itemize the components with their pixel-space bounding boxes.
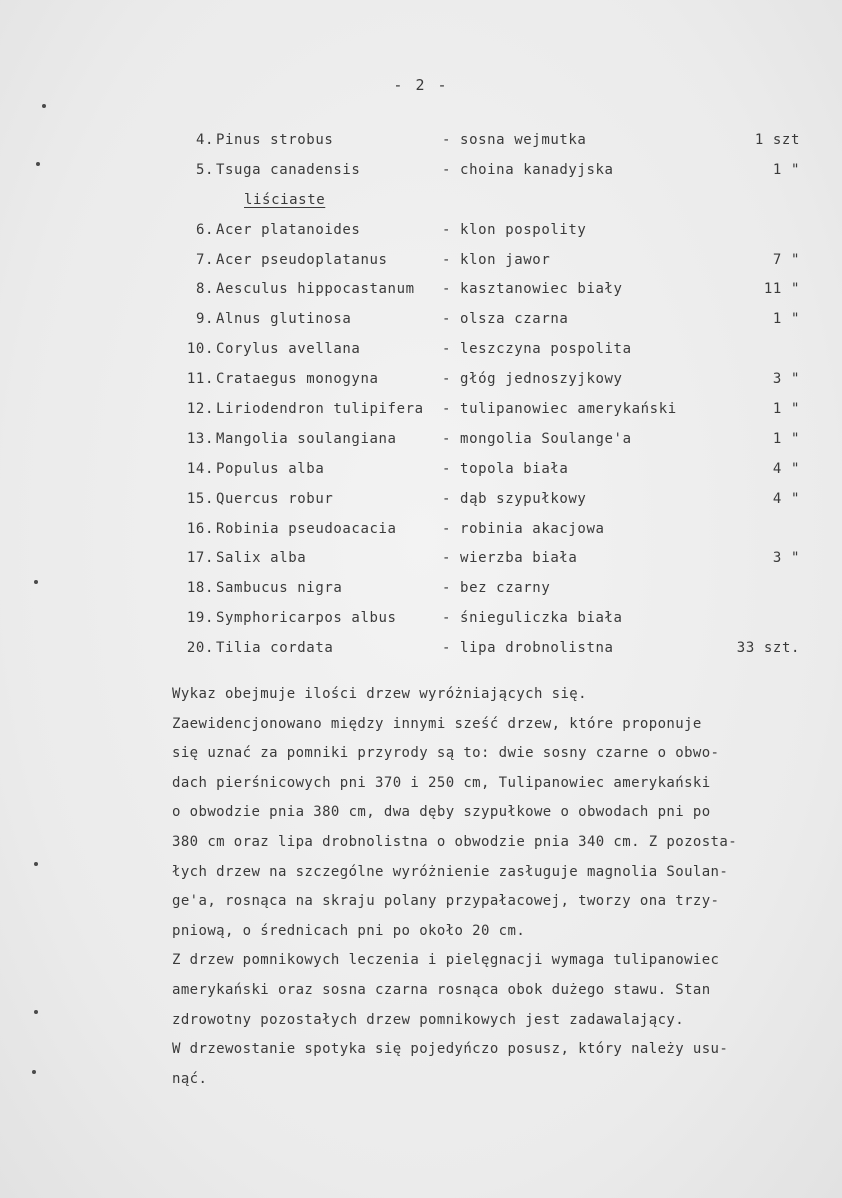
latin-name: 18. Sambucus nigra [170,578,342,598]
paragraph-line: amerykański oraz sosna czarna rosnąca obok dużego stawu. Stan [172,981,711,998]
latin-name: 16. Robinia pseudoacacia [170,519,397,539]
latin-name: 14. Populus alba [170,459,324,479]
quantity: 1 " [772,161,800,178]
latin-name: 9. Alnus glutinosa [170,309,351,329]
list-item [0,309,842,339]
list-item [0,250,842,280]
item-number: 17. [186,550,214,567]
latin-name: 20. Tilia cordata [170,638,333,658]
latin-name: 12. Liriodendron tulipifera [170,399,424,419]
list-item [0,339,842,369]
latin-name: 19. Symphoricarpos albus [170,608,397,628]
paragraph-line: pniową, o średnicach pni po około 20 cm. [172,922,526,939]
paragraph-line: zdrowotny pozostałych drzew pomnikowych jest zadawalający. [172,1011,685,1028]
item-number: 11. [186,371,214,388]
quantity: 4 " [772,460,800,477]
margin-mark [42,104,46,108]
polish-name: - lipa drobnolistna [442,640,614,657]
polish-name: - kasztanowiec biały [442,281,623,298]
latin-name: 17. Salix alba [170,548,306,568]
polish-name: - tulipanowiec amerykański [442,401,677,418]
polish-name: - mongolia Soulange'a [442,430,632,447]
latin-name: 4. Pinus strobus [170,130,333,150]
list-item [0,459,842,489]
polish-name: - sosna wejmutka [442,132,587,148]
latin-name: 6. Acer platanoides [170,220,360,240]
list-item [0,548,842,578]
polish-name: - śnieguliczka biała [442,610,623,627]
paragraph-line: W drzewostanie spotyka się pojedyńczo posusz, który należy usu- [172,1041,729,1058]
paragraph-line: o obwodzie pnia 380 cm, dwa dęby szypułkowe o obwodach pni po [172,804,711,821]
list-item [0,369,842,399]
list-item [0,638,842,668]
polish-name: - bez czarny [442,580,551,597]
list-item [0,519,842,549]
body-paragraph [172,680,812,1094]
quantity: 1 " [772,311,800,328]
polish-name: - wierzba biała [442,550,578,567]
list-item [0,130,842,160]
list-item [0,220,842,250]
item-number: 9. [195,311,214,328]
quantity: 4 " [772,490,800,507]
latin-name: 15. Quercus robur [170,489,333,509]
list-item [0,160,842,190]
polish-name: - choina kanadyjska [442,161,614,178]
list-item [0,429,842,459]
item-number: 7. [195,251,214,268]
margin-mark [34,862,38,866]
polish-name: - topola biała [442,460,569,477]
item-number: 12. [186,401,214,418]
polish-name: - robinia akacjowa [442,520,605,537]
list-item [0,578,842,608]
paragraph-line: dach pierśnicowych pni 370 i 250 cm, Tulipanowiec amerykański [172,774,711,791]
quantity: 1 szt [754,132,800,148]
quantity: 3 " [772,550,800,567]
item-number: 20. [186,640,214,657]
list-item [0,279,842,309]
item-number: 8. [195,281,214,298]
polish-name: - olsza czarna [442,311,569,328]
item-number: 10. [186,341,214,358]
page-number: - 2 - [393,76,449,94]
polish-name: - leszczyna pospolita [442,341,632,358]
polish-name: - klon jawor [442,251,551,268]
latin-name: 5. Tsuga canadensis [170,160,360,180]
item-number: 13. [186,430,214,447]
quantity: 33 szt. [736,640,800,657]
item-number: 4. [195,132,214,148]
margin-mark [34,1010,38,1014]
paragraph-line: ge'a, rosnąca na skraju polany przypałacowej, tworzy ona trzy- [172,893,720,910]
item-number: 6. [195,221,214,238]
paragraph-line: nąć. [172,1070,208,1087]
quantity: 1 " [772,430,800,447]
latin-name: 11. Crataegus monogyna [170,369,379,389]
polish-name: - głóg jednoszyjkowy [442,371,623,388]
item-number: 16. [186,520,214,537]
paragraph-line: łych drzew na szczególne wyróżnienie zasługuje magnolia Soulan- [172,863,729,880]
paragraph-line: się uznać za pomniki przyrody są to: dwie sosny czarne o obwo- [172,745,720,762]
list-item [0,608,842,638]
item-number: 5. [195,161,214,178]
paragraph-line: 380 cm oraz lipa drobnolistna o obwodzie pnia 340 cm. Z pozosta- [172,833,738,850]
latin-name: 10. Corylus avellana [170,339,360,359]
paragraph-line: Zaewidencjonowano między innymi sześć drzew, które proponuje [172,715,702,732]
list-item [0,399,842,429]
item-number: 15. [186,490,214,507]
paragraph-line: Z drzew pomnikowych leczenia i pielęgnacji wymaga tulipanowiec [172,952,720,969]
quantity: 1 " [772,401,800,418]
species-list [0,130,842,668]
item-number: 14. [186,460,214,477]
latin-name: 13. Mangolia soulangiana [170,429,397,449]
item-number: 18. [186,580,214,597]
list-item [0,489,842,519]
polish-name: - klon pospolity [442,221,587,238]
quantity: 3 " [772,371,800,388]
latin-name: 7. Acer pseudoplatanus [170,250,388,270]
paragraph-line: Wykaz obejmuje ilości drzew wyróżniających się. [172,686,587,702]
quantity: 7 " [772,251,800,268]
margin-mark [32,1070,36,1074]
latin-name: 8. Aesculus hippocastanum [170,279,415,299]
section-subheading: liściaste [244,191,326,208]
quantity: 11 " [763,281,800,298]
item-number: 19. [186,610,214,627]
polish-name: - dąb szypułkowy [442,490,587,507]
